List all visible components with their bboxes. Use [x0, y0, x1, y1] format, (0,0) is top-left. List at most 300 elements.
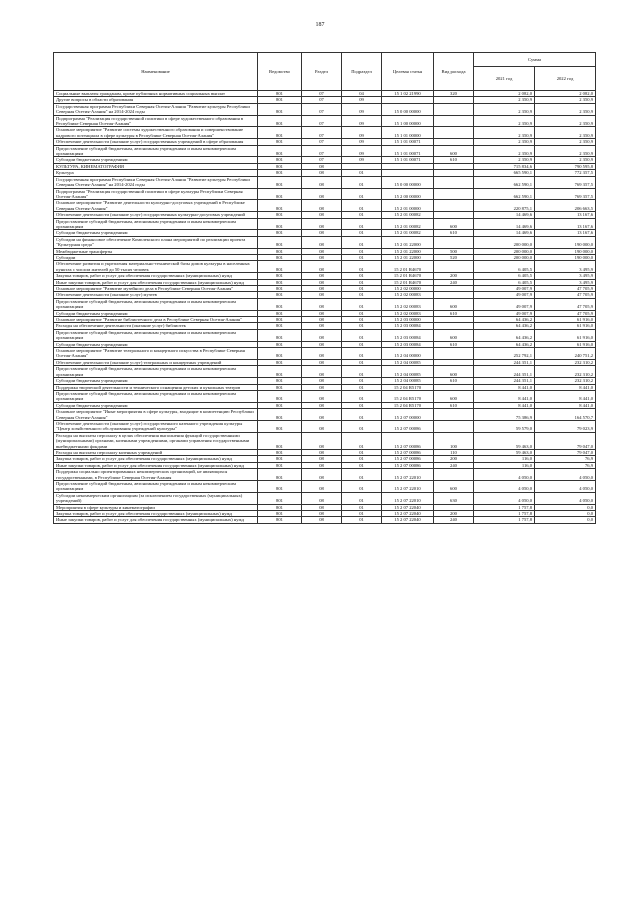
row-section: 08 [302, 323, 342, 329]
row-sum-2022: 4 050,0 [535, 492, 596, 504]
row-target-article: 15 1 01 00071 [382, 139, 434, 145]
row-name: Государственная программа Республики Северная Осетия-Алания "Развитие культуры Республики Северная Осетия-Алания" на 2014-2024 годы [54, 103, 258, 115]
row-expense-type [434, 420, 474, 432]
row-sum-2021: 2 350,9 [474, 139, 535, 145]
header-subsection: Подраздел [342, 53, 382, 91]
row-expense-type: 200 [434, 273, 474, 279]
row-expense-type: 240 [434, 279, 474, 285]
row-name: Обеспечение деятельности (оказание услуг) музеев [54, 292, 258, 298]
row-name: Обеспечение деятельности (оказание услуг) государственных культурно-досуговых учреждений [54, 212, 258, 218]
row-sum-2021: 6 405,5 [474, 261, 535, 273]
row-name: Субсидии бюджетным учреждениям [54, 157, 258, 163]
row-section: 08 [302, 236, 342, 248]
row-name: Подпрограмма "Реализация государственной политики в сфере культуры Республики Северная Осетия-Алания" [54, 188, 258, 200]
row-sum-2021: 64 436,2 [474, 329, 535, 341]
row-expense-type [434, 409, 474, 421]
row-ministry: 801 [258, 176, 302, 188]
row-sum-2021: 49 007,9 [474, 286, 535, 292]
row-ministry: 801 [258, 163, 302, 169]
row-ministry: 801 [258, 91, 302, 97]
row-expense-type: 200 [434, 511, 474, 517]
row-expense-type: 600 [434, 298, 474, 310]
row-section: 08 [302, 456, 342, 462]
row-sum-2021: 59 579,0 [474, 420, 535, 432]
row-ministry: 801 [258, 462, 302, 468]
row-ministry: 801 [258, 261, 302, 273]
row-subsection: 01 [342, 402, 382, 408]
row-sum-2021: 49 007,9 [474, 298, 535, 310]
table-row [54, 469, 596, 481]
row-target-article: 15 2 07 22010 [382, 492, 434, 504]
row-sum-2022: 47 705,9 [535, 310, 596, 316]
row-expense-type [434, 200, 474, 212]
row-section: 08 [302, 384, 342, 390]
row-sum-2021: 75 386,9 [474, 409, 535, 421]
row-sum-2022: 769 357,5 [535, 176, 596, 188]
row-sum-2022: 2 350,9 [535, 97, 596, 103]
row-sum-2021: 2 350,9 [474, 145, 535, 157]
table-header [54, 53, 596, 91]
row-subsection: 01 [342, 310, 382, 316]
row-ministry: 801 [258, 420, 302, 432]
row-section: 08 [302, 279, 342, 285]
row-subsection: 01 [342, 449, 382, 455]
row-ministry: 801 [258, 145, 302, 157]
table-row [54, 329, 596, 341]
row-subsection: 01 [342, 218, 382, 230]
row-ministry: 801 [258, 456, 302, 462]
row-name: Межбюджетные трансферты [54, 248, 258, 254]
row-section: 08 [302, 310, 342, 316]
row-subsection: 01 [342, 432, 382, 449]
table-row [54, 481, 596, 493]
header-sum: Сумма [474, 53, 596, 67]
row-sum-2022: 13 167,6 [535, 212, 596, 218]
row-sum-2022: 164 570,7 [535, 409, 596, 421]
row-sum-2022: 47 705,9 [535, 286, 596, 292]
row-sum-2022: 790 595,8 [535, 163, 596, 169]
row-sum-2022: 232 310,2 [535, 366, 596, 378]
table-row [54, 200, 596, 212]
row-subsection: 01 [342, 511, 382, 517]
row-ministry: 801 [258, 341, 302, 347]
row-ministry: 801 [258, 329, 302, 341]
row-ministry: 801 [258, 139, 302, 145]
row-sum-2022: 2 350,9 [535, 145, 596, 157]
row-ministry: 801 [258, 384, 302, 390]
table-row [54, 390, 596, 402]
table-row [54, 492, 596, 504]
row-subsection: 09 [342, 127, 382, 139]
row-section: 08 [302, 273, 342, 279]
row-expense-type [434, 188, 474, 200]
row-target-article: 15 2 02 00083 [382, 310, 434, 316]
row-ministry: 801 [258, 432, 302, 449]
row-target-article: 15 1 01 00000 [382, 127, 434, 139]
row-section: 08 [302, 409, 342, 421]
row-section: 08 [302, 366, 342, 378]
row-sum-2022: 61 916,0 [535, 341, 596, 347]
row-subsection: 01 [342, 292, 382, 298]
row-target-article: 15 2 01 22000 [382, 248, 434, 254]
row-name: Основное мероприятие "Развитие театрального и концертного искусства в Республике Северная Осетия-Алания" [54, 348, 258, 360]
row-sum-2021: 8 441,0 [474, 384, 535, 390]
row-sum-2022: 232 310,2 [535, 359, 596, 365]
row-sum-2022: 13 167,6 [535, 218, 596, 230]
row-sum-2022: 8 441,0 [535, 384, 596, 390]
row-sum-2022: 61 916,0 [535, 329, 596, 341]
row-section: 08 [302, 420, 342, 432]
row-sum-2021: 49 007,9 [474, 310, 535, 316]
row-target-article: 15 2 01 R4670 [382, 273, 434, 279]
row-target-article: 15 2 07 22010 [382, 469, 434, 481]
row-ministry: 801 [258, 348, 302, 360]
row-sum-2021: 14 469,6 [474, 218, 535, 230]
table-body [54, 91, 596, 524]
row-sum-2021: 8 441,0 [474, 390, 535, 402]
row-expense-type: 600 [434, 218, 474, 230]
row-subsection: 09 [342, 103, 382, 115]
row-name: Основное мероприятие "Иные мероприятия в сфере культуры, входящие в компетенцию Республики Северная Осетия-Алания" [54, 409, 258, 421]
row-sum-2021: 6 405,5 [474, 279, 535, 285]
row-subsection: 01 [342, 504, 382, 510]
row-subsection: 01 [342, 230, 382, 236]
row-section: 08 [302, 390, 342, 402]
table-row [54, 366, 596, 378]
row-section: 08 [302, 449, 342, 455]
row-ministry: 801 [258, 366, 302, 378]
row-target-article: 15 2 03 00000 [382, 317, 434, 323]
row-name: Предоставление субсидий бюджетным, автономным учреждениям и иным некоммерческим организациям [54, 218, 258, 230]
row-target-article: 15 2 01 00082 [382, 212, 434, 218]
row-target-article: 15 0 00 00000 [382, 176, 434, 188]
row-name: Субсидии бюджетным учреждениям [54, 378, 258, 384]
row-subsection: 01 [342, 409, 382, 421]
row-ministry: 801 [258, 359, 302, 365]
table-row [54, 103, 596, 115]
row-sum-2021: 2 350,9 [474, 97, 535, 103]
row-section: 08 [302, 329, 342, 341]
row-subsection: 01 [342, 212, 382, 218]
row-ministry: 801 [258, 492, 302, 504]
row-section: 08 [302, 492, 342, 504]
row-section: 08 [302, 341, 342, 347]
row-sum-2022: 79 047,0 [535, 432, 596, 449]
row-name: Закупка товаров, работ и услуг для обеспечения государственных (муниципальных) нужд [54, 456, 258, 462]
row-subsection: 01 [342, 254, 382, 260]
row-section: 08 [302, 218, 342, 230]
row-ministry: 801 [258, 317, 302, 323]
row-sum-2022: 190 000,0 [535, 248, 596, 254]
row-sum-2022: 2 350,9 [535, 127, 596, 139]
row-expense-type: 610 [434, 378, 474, 384]
row-sum-2021: 4 050,0 [474, 492, 535, 504]
row-target-article: 15 2 00 00000 [382, 188, 434, 200]
table-row [54, 176, 596, 188]
row-target-article: 15 2 07 00000 [382, 409, 434, 421]
row-ministry: 801 [258, 236, 302, 248]
row-subsection: 01 [342, 236, 382, 248]
row-name: Подпрограмма "Реализация государственной политики в сфере художественного образования в Республике Северная Осетия-Алания" [54, 115, 258, 127]
table-row [54, 432, 596, 449]
row-subsection: 01 [342, 492, 382, 504]
row-name: Обеспечение деятельности (оказание услуг) государственных учреждений в сфере образования [54, 139, 258, 145]
row-sum-2022: 3 495,9 [535, 261, 596, 273]
header-year-2022: 2022 год [535, 67, 596, 91]
row-ministry: 801 [258, 97, 302, 103]
header-qty: Ведомство [258, 53, 302, 91]
row-ministry: 801 [258, 254, 302, 260]
row-sum-2022: 2 350,9 [535, 139, 596, 145]
row-sum-2021: 252 792,1 [474, 348, 535, 360]
row-sum-2021: 1 757,8 [474, 517, 535, 523]
row-name: Иные закупки товаров, работ и услуг для обеспечения государственных (муниципальных) нужд [54, 462, 258, 468]
row-ministry: 801 [258, 481, 302, 493]
row-subsection: 01 [342, 170, 382, 176]
row-subsection: 01 [342, 348, 382, 360]
row-subsection: 01 [342, 323, 382, 329]
row-expense-type: 600 [434, 145, 474, 157]
table-row [54, 517, 596, 523]
row-sum-2022: 8 441,0 [535, 390, 596, 402]
row-target-article: 15 2 01 00082 [382, 230, 434, 236]
row-section: 07 [302, 145, 342, 157]
row-section: 08 [302, 517, 342, 523]
row-section: 07 [302, 91, 342, 97]
row-name: Предоставление субсидий бюджетным, автономным учреждениям и иным некоммерческим организациям [54, 366, 258, 378]
row-expense-type [434, 261, 474, 273]
header-year-2021: 2021 год [474, 67, 535, 91]
row-sum-2022: 4 050,0 [535, 469, 596, 481]
row-section: 08 [302, 432, 342, 449]
row-expense-type: 200 [434, 456, 474, 462]
row-sum-2022: 769 357,5 [535, 188, 596, 200]
row-name: Иные закупки товаров, работ и услуг для обеспечения государственных (муниципальных) нужд [54, 279, 258, 285]
table-row [54, 115, 596, 127]
row-subsection: 01 [342, 517, 382, 523]
row-sum-2021: 49 007,9 [474, 292, 535, 298]
row-target-article: 15 2 04 00000 [382, 348, 434, 360]
row-section: 07 [302, 157, 342, 163]
row-sum-2021: 662 590,1 [474, 188, 535, 200]
row-expense-type: 630 [434, 492, 474, 504]
row-target-article: 15 2 01 22000 [382, 254, 434, 260]
row-target-article: 15 2 07 00086 [382, 449, 434, 455]
row-sum-2022: 47 705,9 [535, 292, 596, 298]
row-target-article: 15 1 01 00071 [382, 145, 434, 157]
row-name: Социальные выплаты гражданам, кроме публичных нормативных социальных выплат [54, 91, 258, 97]
row-expense-type [434, 469, 474, 481]
row-subsection: 01 [342, 329, 382, 341]
row-expense-type: 610 [434, 157, 474, 163]
row-sum-2022: 232 310,2 [535, 378, 596, 384]
row-name: Предоставление субсидий бюджетным, автономным учреждениям и иным некоммерческим организациям [54, 298, 258, 310]
row-section: 07 [302, 115, 342, 127]
header-name: Наименование [54, 53, 258, 91]
row-target-article: 15 2 03 00084 [382, 329, 434, 341]
row-name: Субсидии на финансовое обеспечение Комплексного плана мероприятий по реализации проекта "Культурная среда" [54, 236, 258, 248]
row-expense-type [434, 348, 474, 360]
row-sum-2021: 64 436,2 [474, 317, 535, 323]
row-target-article: 15 2 04 00085 [382, 359, 434, 365]
row-ministry: 801 [258, 115, 302, 127]
row-name: Основное мероприятие "Развитие библиотечного дела в Республике Северная Осетия-Алания" [54, 317, 258, 323]
row-name: Закупка товаров, работ и услуг для обеспечения государственных (муниципальных) нужд [54, 511, 258, 517]
row-section: 08 [302, 286, 342, 292]
row-section: 08 [302, 163, 342, 169]
row-subsection: 01 [342, 248, 382, 254]
row-name: Субсидии бюджетным учреждениям [54, 230, 258, 236]
row-target-article: 15 2 04 R5170 [382, 390, 434, 402]
row-name: Субсидии некоммерческим организациям (за исключением государственных (муниципальных) учреждений) [54, 492, 258, 504]
row-sum-2021: 2 350,9 [474, 115, 535, 127]
row-target-article: 15 2 07 22010 [382, 481, 434, 493]
row-ministry: 801 [258, 103, 302, 115]
table-row [54, 298, 596, 310]
row-name: КУЛЬТУРА, КИНЕМАТОГРАФИЯ [54, 163, 258, 169]
table-row [54, 127, 596, 139]
row-subsection: 01 [342, 317, 382, 323]
row-ministry: 801 [258, 323, 302, 329]
row-sum-2022: 3 495,9 [535, 279, 596, 285]
row-target-article: 15 2 07 22040 [382, 511, 434, 517]
table-row [54, 218, 596, 230]
row-target-article: 15 2 03 00084 [382, 341, 434, 347]
row-name: Предоставление субсидий бюджетным, автономным учреждениям и иным некоммерческим организациям [54, 481, 258, 493]
row-ministry: 801 [258, 248, 302, 254]
table-row [54, 145, 596, 157]
row-name: Обеспечение развития и укрепления материально-технической базы домов культуры в населенных пунктах с числом жителей до 50 тысяч человек [54, 261, 258, 273]
row-subsection: 09 [342, 145, 382, 157]
table-row [54, 236, 596, 248]
row-ministry: 801 [258, 286, 302, 292]
row-subsection: 01 [342, 341, 382, 347]
row-subsection: 01 [342, 298, 382, 310]
row-target-article: 15 2 02 00000 [382, 286, 434, 292]
row-sum-2022: 8 441,0 [535, 402, 596, 408]
row-subsection: 01 [342, 481, 382, 493]
row-target-article: 15 2 07 00086 [382, 456, 434, 462]
row-sum-2021: 665 590,1 [474, 170, 535, 176]
row-ministry: 801 [258, 188, 302, 200]
row-section: 08 [302, 170, 342, 176]
row-expense-type: 240 [434, 517, 474, 523]
row-sum-2021: 1 757,8 [474, 511, 535, 517]
row-sum-2021: 4 050,0 [474, 469, 535, 481]
row-expense-type: 320 [434, 91, 474, 97]
row-target-article: 15 1 02 21990 [382, 91, 434, 97]
row-sum-2022: 61 916,0 [535, 317, 596, 323]
row-sum-2022: 13 167,6 [535, 230, 596, 236]
row-section: 08 [302, 469, 342, 481]
row-expense-type: 100 [434, 432, 474, 449]
row-name: Субсидии [54, 254, 258, 260]
row-name: Иные закупки товаров, работ и услуг для обеспечения государственных (муниципальных) нужд [54, 517, 258, 523]
row-expense-type: 240 [434, 462, 474, 468]
row-sum-2021: 200 000,0 [474, 254, 535, 260]
row-target-article: 15 2 01 00082 [382, 218, 434, 230]
row-name: Предоставление субсидий бюджетным, автономным учреждениям и иным некоммерческим организациям [54, 390, 258, 402]
row-name: Государственная программа Республики Северная Осетия-Алания "Развитие культуры Республики Северная Осетия-Алания" на 2014-2024 годы [54, 176, 258, 188]
row-expense-type: 520 [434, 254, 474, 260]
row-target-article: 15 2 04 00085 [382, 366, 434, 378]
row-subsection: 01 [342, 469, 382, 481]
row-sum-2021: 715 834,6 [474, 163, 535, 169]
row-subsection: 01 [342, 176, 382, 188]
row-ministry: 801 [258, 170, 302, 176]
row-sum-2022: 3 495,9 [535, 273, 596, 279]
row-subsection: 01 [342, 286, 382, 292]
row-name: Культура [54, 170, 258, 176]
row-ministry: 801 [258, 212, 302, 218]
row-sum-2021: 8 441,0 [474, 402, 535, 408]
row-target-article: 15 2 04 R5170 [382, 384, 434, 390]
row-sum-2021: 64 436,2 [474, 323, 535, 329]
row-target-article: 15 2 07 22040 [382, 504, 434, 510]
row-section: 08 [302, 212, 342, 218]
row-section: 07 [302, 97, 342, 103]
header-section: Раздел [302, 53, 342, 91]
row-subsection: 01 [342, 188, 382, 200]
table-row [54, 261, 596, 273]
row-section: 08 [302, 402, 342, 408]
row-sum-2022: 206 663,5 [535, 200, 596, 212]
row-sum-2022: 0,0 [535, 517, 596, 523]
row-subsection: 09 [342, 139, 382, 145]
row-ministry: 801 [258, 378, 302, 384]
row-target-article: 15 2 01 R4670 [382, 279, 434, 285]
row-sum-2021: 200 000,0 [474, 236, 535, 248]
row-section: 07 [302, 127, 342, 139]
row-subsection: 01 [342, 462, 382, 468]
row-ministry: 801 [258, 279, 302, 285]
row-ministry: 801 [258, 218, 302, 230]
row-sum-2022: 190 000,0 [535, 254, 596, 260]
row-subsection: 01 [342, 261, 382, 273]
row-sum-2021: 116,0 [474, 462, 535, 468]
row-ministry: 801 [258, 292, 302, 298]
row-target-article: 15 2 07 00086 [382, 420, 434, 432]
table-row [54, 188, 596, 200]
row-section: 08 [302, 176, 342, 188]
row-name: Расходы на обеспечение деятельности (оказание услуг) библиотек [54, 323, 258, 329]
row-subsection: 01 [342, 384, 382, 390]
row-sum-2021: 2 350,9 [474, 103, 535, 115]
row-sum-2021: 244 351,1 [474, 378, 535, 384]
row-name: Обеспечение деятельности (оказание услуг) государственного казенного учреждения культуры "Центр хозяйственного обслуживания учреждений культуры" [54, 420, 258, 432]
row-expense-type: 600 [434, 481, 474, 493]
row-sum-2022: 76,9 [535, 462, 596, 468]
row-sum-2021: 662 590,1 [474, 176, 535, 188]
row-ministry: 801 [258, 127, 302, 139]
row-section: 08 [302, 230, 342, 236]
row-ministry: 801 [258, 310, 302, 316]
row-sum-2022: 0,0 [535, 511, 596, 517]
row-sum-2022: 2 350,9 [535, 103, 596, 115]
row-expense-type: 600 [434, 329, 474, 341]
row-name: Предоставление субсидий бюджетным, автономным учреждениям и иным некоммерческим организациям [54, 145, 258, 157]
row-ministry: 801 [258, 409, 302, 421]
row-sum-2022: 190 000,0 [535, 236, 596, 248]
row-sum-2021: 4 050,0 [474, 481, 535, 493]
row-sum-2021: 116,0 [474, 456, 535, 462]
row-subsection: 01 [342, 279, 382, 285]
row-ministry: 801 [258, 469, 302, 481]
row-expense-type: 610 [434, 310, 474, 316]
row-name: Другие вопросы в области образования [54, 97, 258, 103]
row-section: 08 [302, 292, 342, 298]
row-target-article: 15 2 03 00084 [382, 323, 434, 329]
